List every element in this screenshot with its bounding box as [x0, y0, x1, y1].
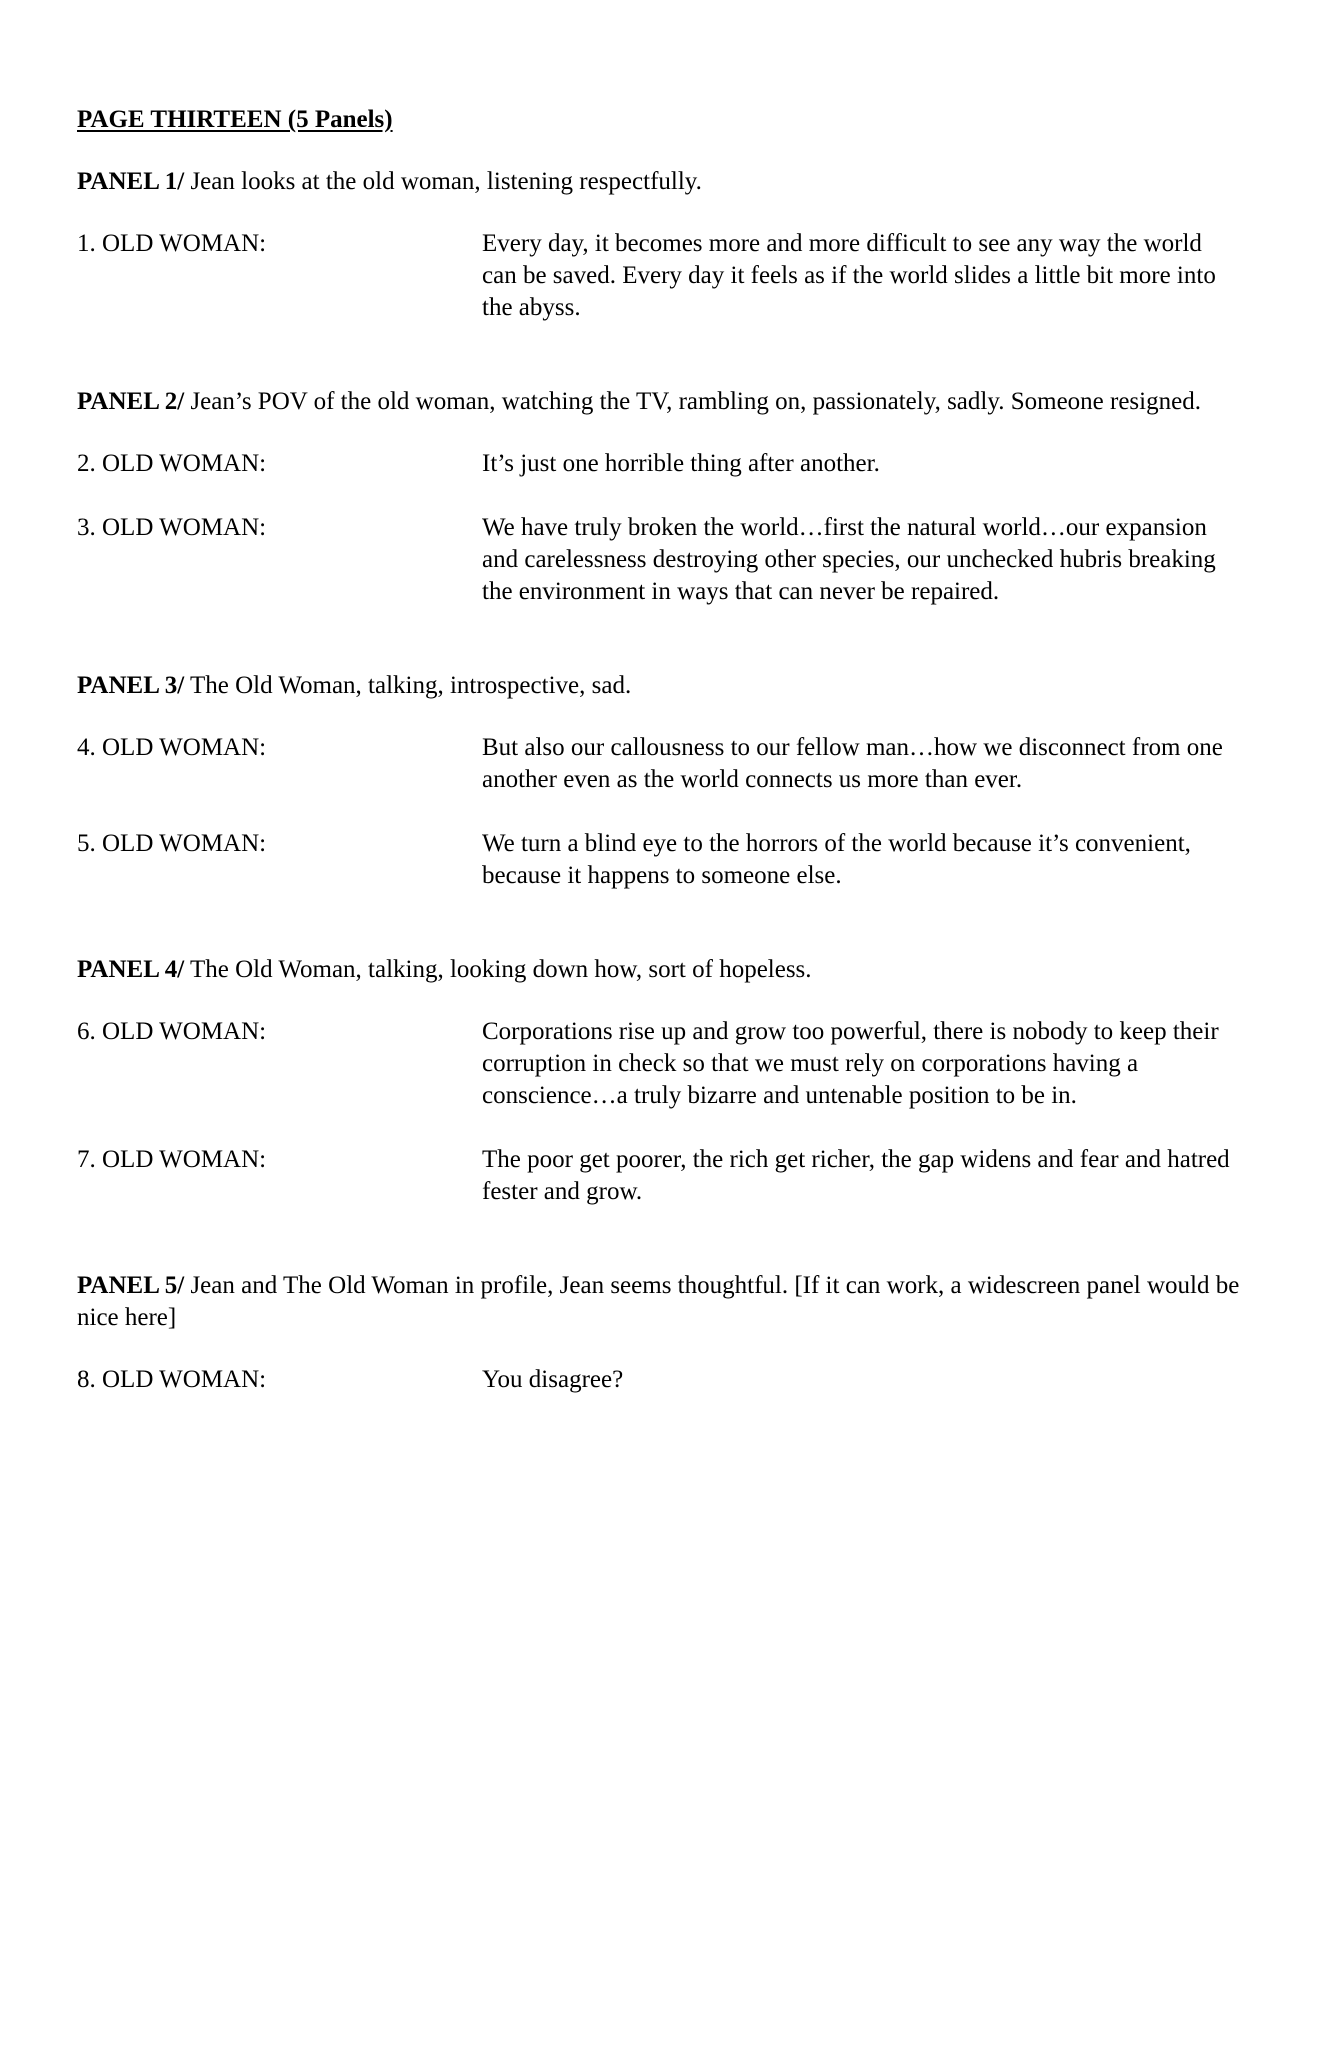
- panel-heading: [77, 1270, 1257, 1334]
- panel-description: Jean looks at the old woman, listening respectfully.: [184, 168, 702, 195]
- panel-1: [77, 166, 1257, 324]
- panel-label: PANEL 1/: [77, 168, 185, 195]
- panel-2: [77, 386, 1257, 608]
- panel-description: The Old Woman, talking, introspective, sad.: [184, 672, 632, 699]
- speaker: 4. OLD WOMAN:: [77, 734, 267, 761]
- panel-heading: [77, 670, 1257, 702]
- dialogue-text: But also our callousness to our fellow man…how we disconnect from one another even as the world connects us more than ever.: [482, 734, 1223, 793]
- panel-3: [77, 670, 1257, 892]
- dialogue-line: [77, 1364, 1257, 1396]
- panel-heading: [77, 954, 1257, 986]
- dialogue-line: [77, 512, 1257, 608]
- page-title: PAGE THIRTEEN (5 Panels): [77, 106, 393, 133]
- speaker: 5. OLD WOMAN:: [77, 830, 267, 857]
- dialogue-line: [77, 1016, 1257, 1112]
- dialogue-text: We turn a blind eye to the horrors of the world because it’s convenient, because it happens to someone else.: [482, 830, 1191, 889]
- speaker: 6. OLD WOMAN:: [77, 1018, 267, 1045]
- panel-description: Jean’s POV of the old woman, watching the TV, rambling on, passionately, sadly. Someone resigned.: [184, 388, 1201, 415]
- panel-description: Jean and The Old Woman in profile, Jean seems thoughtful. [If it can work, a widescreen panel would be nice here]: [77, 1272, 1240, 1331]
- dialogue-line: [77, 228, 1257, 324]
- dialogue-text: Corporations rise up and grow too powerful, there is nobody to keep their corruption in check so that we must rely on corporations having a conscience…a truly bizarre and untenable position to be in.: [482, 1018, 1219, 1109]
- speaker: 3. OLD WOMAN:: [77, 514, 267, 541]
- panel-5: [77, 1270, 1257, 1396]
- speaker: 8. OLD WOMAN:: [77, 1366, 267, 1393]
- dialogue-text: The poor get poorer, the rich get richer, the gap widens and fear and hatred fester and grow.: [482, 1146, 1230, 1205]
- speaker: 2. OLD WOMAN:: [77, 450, 267, 477]
- panel-label: PANEL 2/: [77, 388, 185, 415]
- panel-label: PANEL 5/: [77, 1272, 185, 1299]
- panel-description: The Old Woman, talking, looking down how, sort of hopeless.: [184, 956, 812, 983]
- dialogue-text: Every day, it becomes more and more difficult to see any way the world can be saved. Every day it feels as if the world slides a little bit more into the abyss.: [482, 230, 1216, 321]
- panel-heading: [77, 166, 1257, 198]
- speaker: 7. OLD WOMAN:: [77, 1146, 267, 1173]
- dialogue-line: [77, 448, 1257, 480]
- panel-heading: [77, 386, 1257, 418]
- dialogue-text: You disagree?: [482, 1366, 624, 1393]
- script-page: [77, 104, 1257, 1458]
- speaker: 1. OLD WOMAN:: [77, 230, 267, 257]
- panel-label: PANEL 3/: [77, 672, 185, 699]
- dialogue-line: [77, 732, 1257, 796]
- dialogue-text: We have truly broken the world…first the natural world…our expansion and carelessness destroying other species, our unchecked hubris breaking the environment in ways that can never be repaired.: [482, 514, 1216, 605]
- dialogue-text: It’s just one horrible thing after another.: [482, 450, 880, 477]
- dialogue-line: [77, 1144, 1257, 1208]
- dialogue-line: [77, 828, 1257, 892]
- panel-label: PANEL 4/: [77, 956, 185, 983]
- panel-4: [77, 954, 1257, 1208]
